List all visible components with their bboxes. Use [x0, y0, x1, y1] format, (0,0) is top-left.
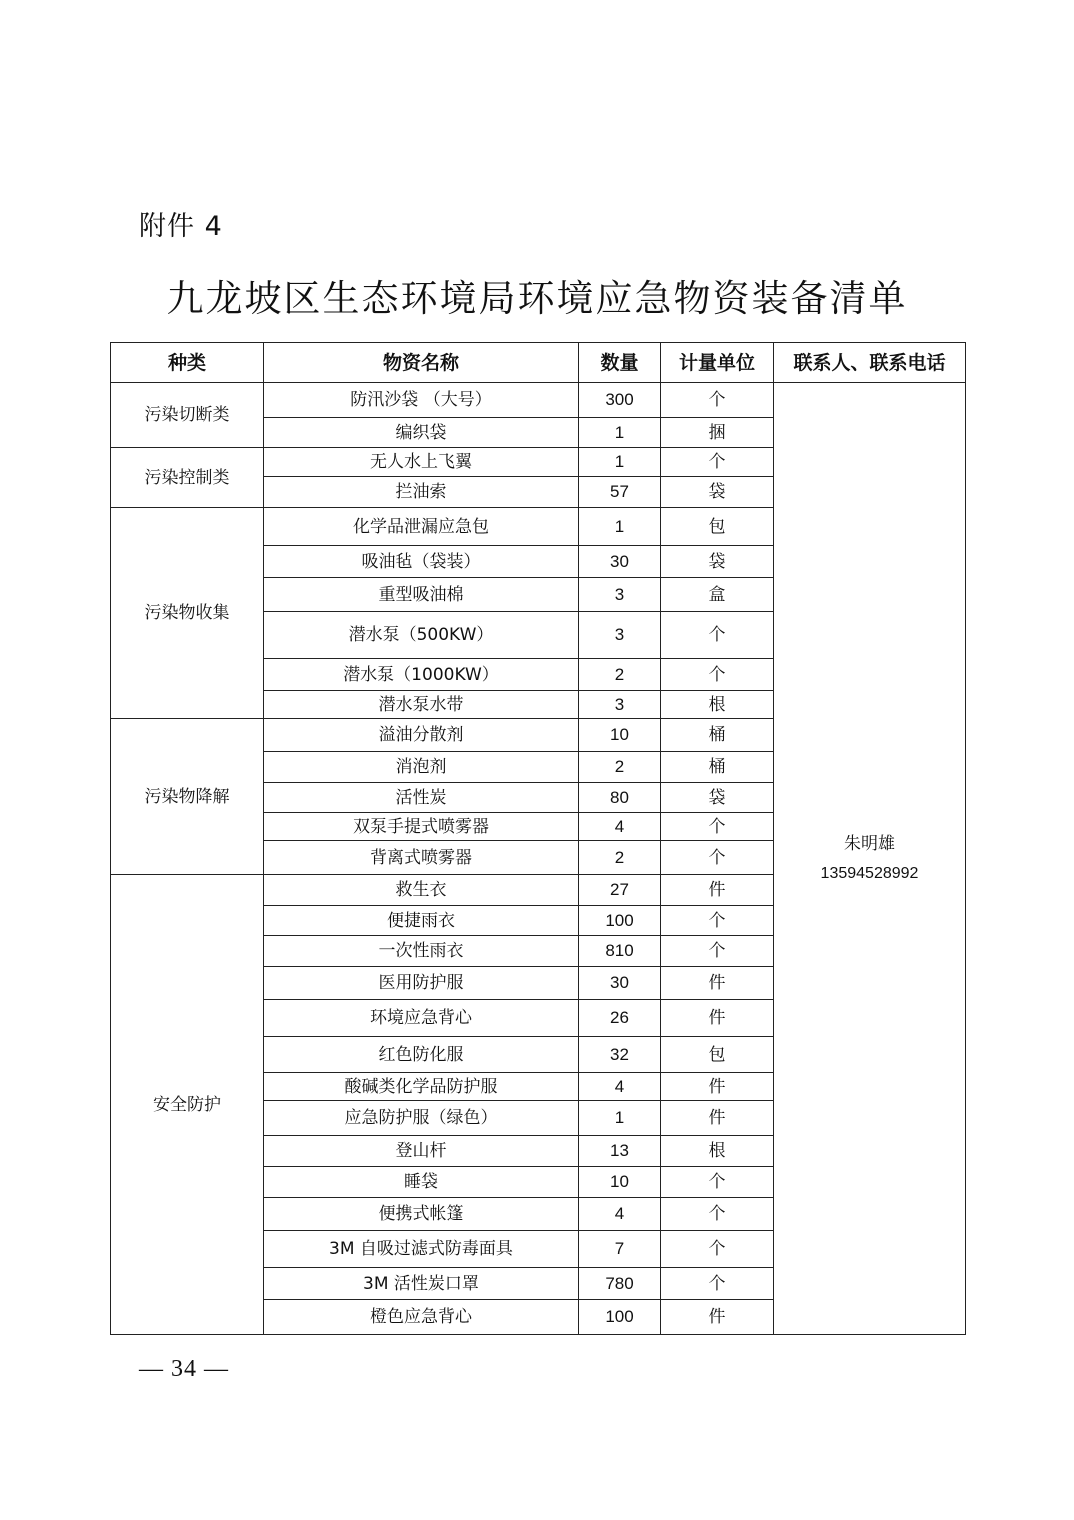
quantity-cell: 13 — [579, 1136, 661, 1167]
item-name-cell: 3M 活性炭口罩 — [264, 1268, 579, 1300]
document-title: 九龙坡区生态环境局环境应急物资装备清单 — [166, 277, 908, 320]
item-name-cell: 编织袋 — [264, 418, 579, 448]
item-name-cell: 拦油索 — [264, 477, 579, 508]
header-item-name: 物资名称 — [264, 343, 579, 383]
unit-cell: 捆 — [661, 418, 774, 448]
unit-cell: 件 — [661, 1073, 774, 1101]
item-name-cell: 防汛沙袋 （大号） — [264, 383, 579, 418]
unit-cell: 个 — [661, 813, 774, 841]
unit-cell: 根 — [661, 691, 774, 719]
quantity-cell: 10 — [579, 1167, 661, 1198]
unit-cell: 根 — [661, 1136, 774, 1167]
unit-cell: 个 — [661, 383, 774, 418]
quantity-cell: 100 — [579, 906, 661, 936]
item-name-cell: 救生衣 — [264, 875, 579, 906]
quantity-cell: 100 — [579, 1300, 661, 1335]
unit-cell: 个 — [661, 906, 774, 936]
quantity-cell: 30 — [579, 967, 661, 1000]
unit-cell: 件 — [661, 967, 774, 1000]
item-name-cell: 一次性雨衣 — [264, 936, 579, 967]
unit-cell: 件 — [661, 1000, 774, 1037]
header-unit: 计量单位 — [661, 343, 774, 383]
quantity-cell: 3 — [579, 612, 661, 659]
quantity-cell: 7 — [579, 1231, 661, 1268]
item-name-cell: 吸油毡（袋装） — [264, 546, 579, 578]
unit-cell: 件 — [661, 1101, 774, 1136]
contact-name: 朱明雄 — [844, 833, 895, 854]
quantity-cell: 2 — [579, 752, 661, 783]
unit-cell: 件 — [661, 1300, 774, 1335]
unit-cell: 个 — [661, 448, 774, 477]
item-name-cell: 3M 自吸过滤式防毒面具 — [264, 1231, 579, 1268]
header-quantity: 数量 — [579, 343, 661, 383]
quantity-cell: 32 — [579, 1037, 661, 1073]
table-row — [111, 383, 966, 418]
quantity-cell: 10 — [579, 719, 661, 752]
unit-cell: 个 — [661, 1198, 774, 1231]
quantity-cell: 26 — [579, 1000, 661, 1037]
unit-cell: 包 — [661, 1037, 774, 1073]
unit-cell: 个 — [661, 936, 774, 967]
unit-cell: 个 — [661, 1268, 774, 1300]
quantity-cell: 3 — [579, 578, 661, 612]
quantity-cell: 27 — [579, 875, 661, 906]
contact-cell — [774, 383, 966, 1335]
quantity-cell: 1 — [579, 1101, 661, 1136]
item-name-cell: 便携式帐篷 — [264, 1198, 579, 1231]
quantity-cell: 2 — [579, 659, 661, 691]
attachment-label: 附件 4 — [139, 211, 223, 242]
quantity-cell: 2 — [579, 841, 661, 875]
item-name-cell: 无人水上飞翼 — [264, 448, 579, 477]
unit-cell: 袋 — [661, 783, 774, 813]
item-name-cell: 酸碱类化学品防护服 — [264, 1073, 579, 1101]
quantity-cell: 4 — [579, 1198, 661, 1231]
item-name-cell: 登山杆 — [264, 1136, 579, 1167]
category-cell: 污染切断类 — [111, 383, 264, 448]
page-number: — 34 — — [139, 1356, 229, 1382]
quantity-cell: 1 — [579, 418, 661, 448]
item-name-cell: 应急防护服（绿色） — [264, 1101, 579, 1136]
unit-cell: 桶 — [661, 719, 774, 752]
unit-cell: 袋 — [661, 546, 774, 578]
item-name-cell: 橙色应急背心 — [264, 1300, 579, 1335]
quantity-cell: 57 — [579, 477, 661, 508]
category-cell: 污染物收集 — [111, 508, 264, 719]
unit-cell: 个 — [661, 612, 774, 659]
quantity-cell: 780 — [579, 1268, 661, 1300]
unit-cell: 袋 — [661, 477, 774, 508]
header-contact: 联系人、联系电话 — [774, 343, 966, 383]
item-name-cell: 医用防护服 — [264, 967, 579, 1000]
category-cell: 污染物降解 — [111, 719, 264, 875]
item-name-cell: 溢油分散剂 — [264, 719, 579, 752]
item-name-cell: 活性炭 — [264, 783, 579, 813]
item-name-cell: 背离式喷雾器 — [264, 841, 579, 875]
unit-cell: 件 — [661, 875, 774, 906]
unit-cell: 个 — [661, 1231, 774, 1268]
header-category: 种类 — [111, 343, 264, 383]
contact-phone: 13594528992 — [820, 864, 919, 882]
unit-cell: 个 — [661, 659, 774, 691]
item-name-cell: 潜水泵（500KW） — [264, 612, 579, 659]
unit-cell: 包 — [661, 508, 774, 546]
quantity-cell: 810 — [579, 936, 661, 967]
item-name-cell: 双泵手提式喷雾器 — [264, 813, 579, 841]
quantity-cell: 1 — [579, 508, 661, 546]
item-name-cell: 潜水泵（1000KW） — [264, 659, 579, 691]
unit-cell: 个 — [661, 841, 774, 875]
unit-cell: 桶 — [661, 752, 774, 783]
quantity-cell: 30 — [579, 546, 661, 578]
quantity-cell: 4 — [579, 1073, 661, 1101]
item-name-cell: 潜水泵水带 — [264, 691, 579, 719]
item-name-cell: 化学品泄漏应急包 — [264, 508, 579, 546]
category-cell: 安全防护 — [111, 875, 264, 1335]
quantity-cell: 1 — [579, 448, 661, 477]
item-name-cell: 重型吸油棉 — [264, 578, 579, 612]
quantity-cell: 300 — [579, 383, 661, 418]
category-cell: 污染控制类 — [111, 448, 264, 508]
quantity-cell: 80 — [579, 783, 661, 813]
item-name-cell: 睡袋 — [264, 1167, 579, 1198]
item-name-cell: 红色防化服 — [264, 1037, 579, 1073]
quantity-cell: 3 — [579, 691, 661, 719]
item-name-cell: 环境应急背心 — [264, 1000, 579, 1037]
unit-cell: 个 — [661, 1167, 774, 1198]
item-name-cell: 消泡剂 — [264, 752, 579, 783]
item-name-cell: 便捷雨衣 — [264, 906, 579, 936]
unit-cell: 盒 — [661, 578, 774, 612]
inventory-table — [110, 342, 966, 1335]
table-header-row — [111, 343, 966, 383]
quantity-cell: 4 — [579, 813, 661, 841]
